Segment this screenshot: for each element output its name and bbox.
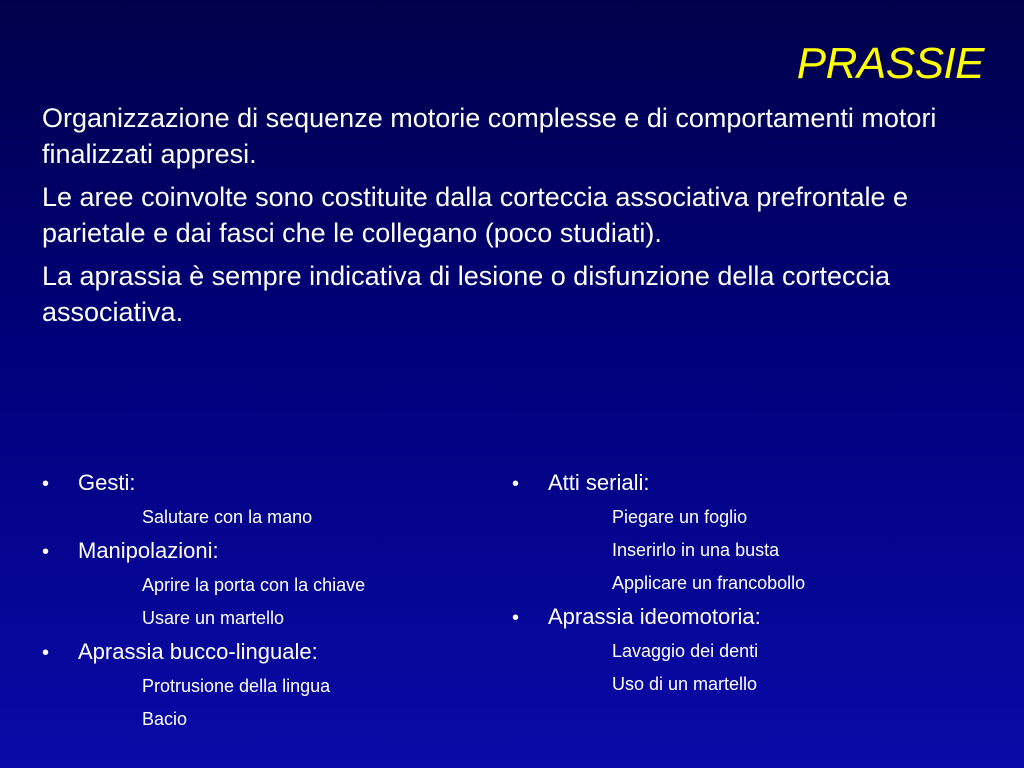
sub-item: Piegare un foglio	[612, 507, 748, 527]
left-bullet-column	[42, 466, 482, 736]
intro-text	[42, 100, 962, 337]
bullet-icon: •	[512, 473, 520, 495]
bullet-item	[42, 534, 482, 569]
bullet-icon: •	[42, 473, 50, 495]
bullet-label: Aprassia ideomotoria:	[548, 604, 761, 629]
right-bullet-column	[512, 466, 992, 701]
intro-paragraph: Le aree coinvolte sono costituite dalla corteccia associativa prefrontale e parietale e dai fasci che le collegano (poco studiati).	[42, 182, 908, 248]
sub-item: Applicare un francobollo	[612, 573, 806, 593]
sub-item: Lavaggio dei denti	[612, 641, 759, 661]
sub-item: Uso di un martello	[612, 674, 758, 694]
bullet-icon: •	[42, 642, 50, 664]
sub-item: Salutare con la mano	[142, 507, 313, 527]
sub-item: Bacio	[142, 709, 188, 729]
sub-item: Protrusione della lingua	[142, 676, 331, 696]
intro-paragraph: La aprassia è sempre indicativa di lesione o disfunzione della corteccia associativa.	[42, 261, 890, 327]
bullet-item	[42, 466, 482, 501]
sub-item: Usare un martello	[142, 608, 285, 628]
sub-item: Inserirlo in una busta	[612, 540, 780, 560]
bullet-label: Atti seriali:	[548, 470, 650, 495]
intro-paragraph: Organizzazione di sequenze motorie complesse e di comportamenti motori finalizzati appresi.	[42, 103, 937, 169]
bullet-icon: •	[512, 607, 520, 629]
bullet-item	[512, 600, 992, 635]
bullet-label: Gesti:	[78, 470, 136, 495]
bullet-item	[512, 466, 992, 501]
sub-item: Aprire la porta con la chiave	[142, 575, 366, 595]
bullet-item	[42, 635, 482, 670]
slide-title: PRASSIE	[796, 39, 984, 88]
bullet-label: Manipolazioni:	[78, 538, 219, 563]
bullet-icon: •	[42, 541, 50, 563]
bullet-label: Aprassia bucco-linguale:	[78, 639, 318, 664]
